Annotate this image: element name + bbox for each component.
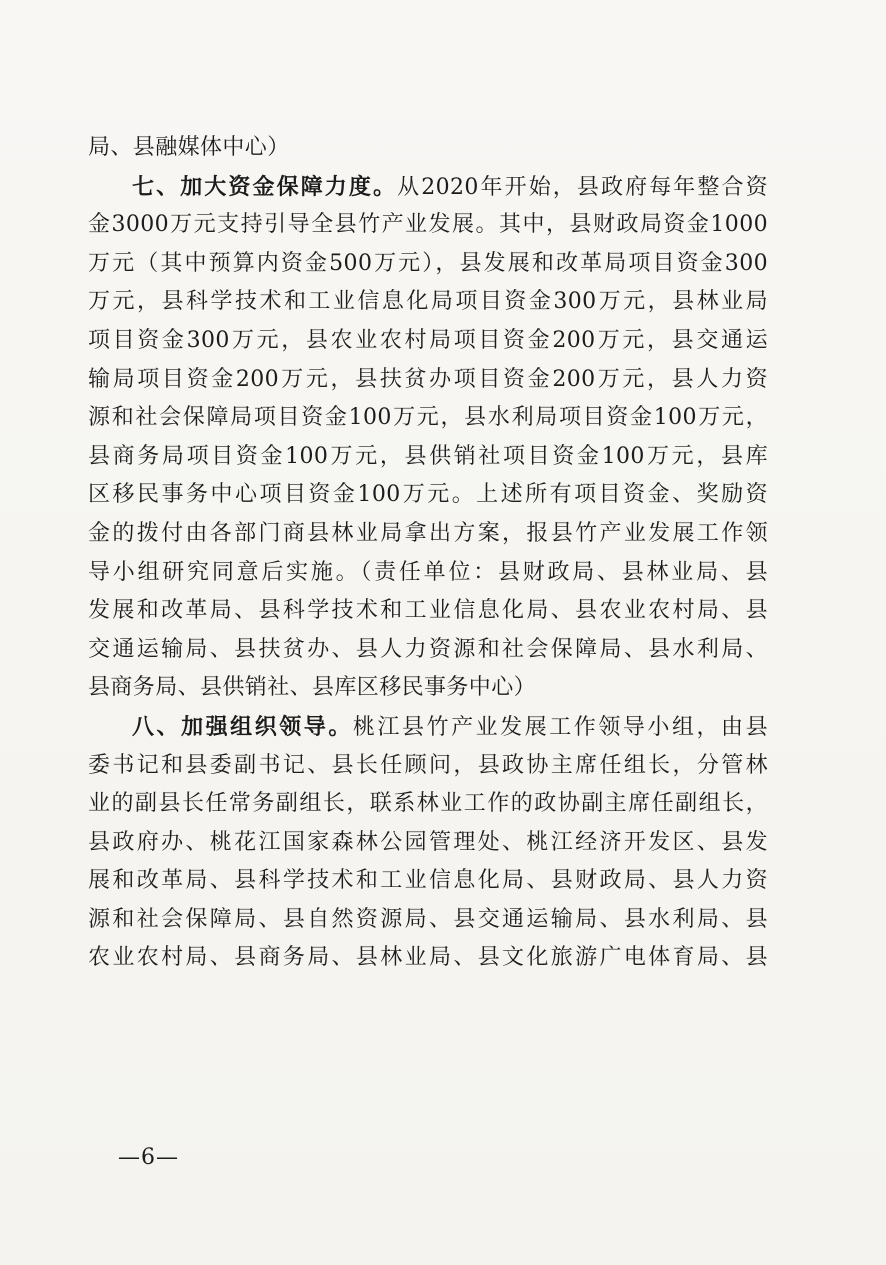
text-line: 委书记和县委副书记、县长任顾问，县政协主席任组长，分管林	[88, 752, 768, 778]
section-8-text: 桃江县竹产业发展工作领导小组，由县	[352, 714, 768, 740]
text-line: 项目资金300万元，县农业农村局项目资金200万元，县交通运	[88, 327, 768, 353]
text-line: 万元（其中预算内资金500万元），县发展和改革局项目资金300	[88, 250, 768, 276]
text-line: 源和社会保障局、县自然资源局、县交通运输局、县水利局、县	[88, 906, 768, 932]
text-line: 农业农村局、县商务局、县林业局、县文化旅游广电体育局、县	[88, 945, 768, 971]
page-number: —6—	[118, 1145, 179, 1170]
text-line: 万元，县科学技术和工业信息化局项目资金300万元，县林业局	[88, 289, 768, 315]
text-line: 金的拨付由各部门商县林业局拿出方案，报县竹产业发展工作领	[88, 520, 768, 546]
text-line: 展和改革局、县科学技术和工业信息化局、县财政局、县人力资	[88, 868, 768, 894]
text-line: 输局项目资金200万元，县扶贫办项目资金200万元，县人力资	[88, 366, 768, 392]
section-8-heading: 八、加强组织领导。	[132, 713, 353, 740]
text-line: 局、县融媒体中心）	[88, 135, 290, 160]
section-7-heading: 七、加大资金保障力度。	[132, 173, 398, 200]
text-line: 导小组研究同意后实施。（责任单位：县财政局、县林业局、县	[88, 559, 768, 585]
text-line: 发展和改革局、县科学技术和工业信息化局、县农业农村局、县	[88, 598, 768, 624]
text-line: 县商务局、县供销社、县库区移民事务中心）	[88, 675, 537, 701]
text-line: 县政府办、桃花江国家森林公园管理处、桃江经济开发区、县发	[88, 829, 768, 855]
text-line: 区移民事务中心项目资金100万元。上述所有项目资金、奖励资	[88, 482, 768, 508]
text-line: 源和社会保障局项目资金100万元，县水利局项目资金100万元，	[88, 405, 768, 431]
text-line: 金3000万元支持引导全县竹产业发展。其中，县财政局资金1000	[88, 212, 768, 238]
section-7-line	[88, 168, 768, 207]
section-7-text: 从2020年开始，县政府每年整合资	[397, 174, 768, 200]
text-line: 县商务局项目资金100万元，县供销社项目资金100万元，县库	[88, 443, 768, 469]
document-body	[88, 129, 768, 978]
section-8-line	[88, 708, 768, 747]
text-line: 交通运输局、县扶贫办、县人力资源和社会保障局、县水利局、	[88, 636, 768, 662]
text-line: 业的副县长任常务副组长，联系林业工作的政协副主席任副组长，	[88, 791, 768, 817]
